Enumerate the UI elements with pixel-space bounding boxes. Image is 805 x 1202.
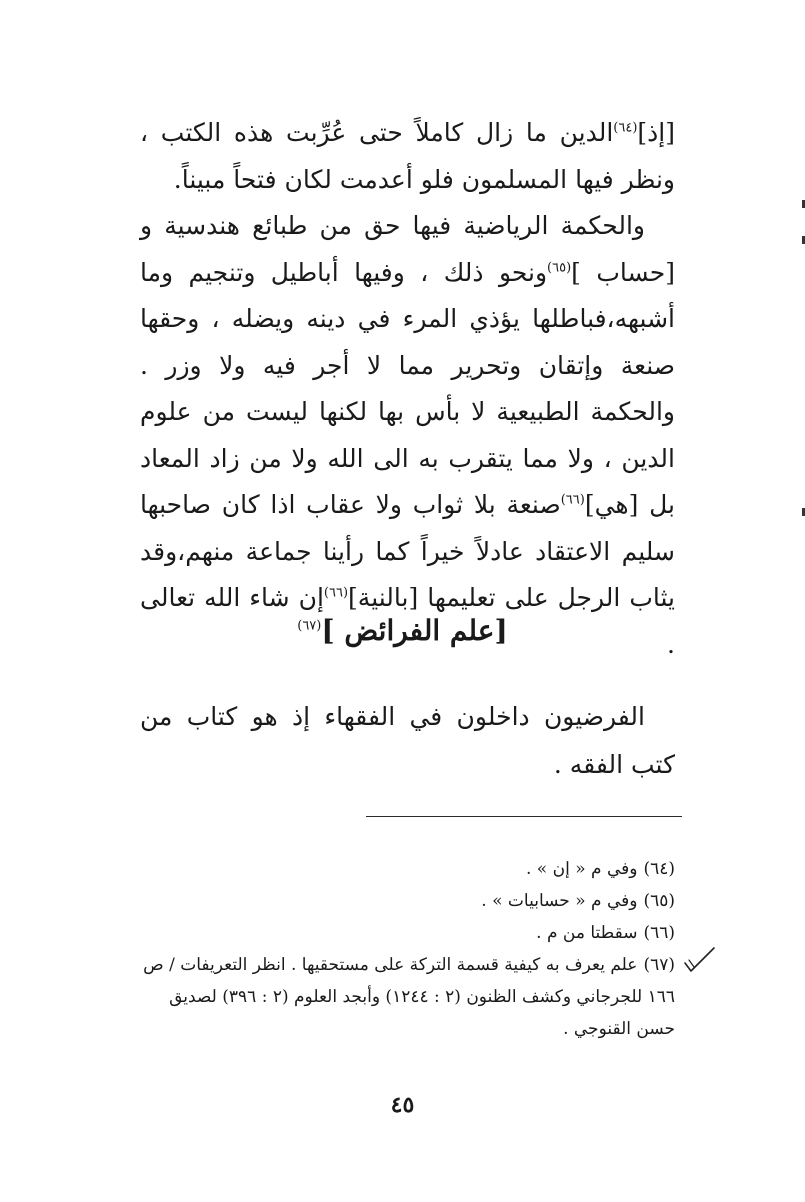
- section-body: [140, 693, 675, 789]
- paragraph-2: [140, 203, 675, 668]
- paragraph-2-seg-4: إن شاء الله تعالى .: [140, 583, 675, 659]
- handwritten-tick-mark-icon: [683, 945, 717, 975]
- footnote-number: (٦٤): [643, 859, 675, 879]
- section-title: [علم الفرائض ]: [321, 614, 508, 647]
- footnote-ref-65: (٦٥): [547, 260, 572, 276]
- footnote-number: (٦٦): [643, 923, 675, 943]
- paragraph-1: [140, 110, 675, 203]
- footnote-text: وفي م « حسابيات » .: [481, 891, 638, 911]
- footnote-text: سقطتا من م .: [536, 923, 638, 943]
- footnote-64: [140, 853, 675, 885]
- footnote-ref-66-a: (٦٦): [560, 492, 585, 508]
- footnote-67: [140, 949, 675, 1045]
- footnotes: [140, 853, 675, 1045]
- section-paragraph: الفرضيون داخلون في الفقهاء إذ هو كتاب من كتب الفقه .: [140, 702, 675, 779]
- main-text: [140, 110, 675, 668]
- footnote-text: وفي م « إن » .: [525, 859, 638, 879]
- footnote-ref-66-b: (٦٦): [323, 585, 349, 601]
- section-heading: [0, 606, 805, 656]
- page-number: ٤٥: [390, 1092, 415, 1118]
- footnote-66: [140, 917, 675, 949]
- footnote-number: (٦٥): [643, 891, 675, 911]
- paragraph-2-seg-2: ونحو ذلك ، وفيها أباطيل وتنجيم وما أشبهه،فباطلها يؤذي المرء في دينه ويضله ، وحقها صنعة وإتقان وتحرير مما لا أجر فيه ولا وزر . والحكمة الطبيعية لا بأس بها لكنها ليست من علوم الدين ، ولا مما يتقرب به الى الله ولا من زاد المعاد بل [هي]: [140, 257, 675, 519]
- bracketed-word: [إذ]: [637, 118, 675, 147]
- footnote-ref-67: (٦٧): [297, 618, 322, 634]
- footnote-separator: [366, 816, 682, 817]
- paragraph-1-text: الدين ما زال كاملاً حتى عُرِّبت هذه الكتب ، ونظر فيها المسلمون فلو أعدمت لكان فتحاً مبيناً.: [140, 118, 675, 194]
- paragraph-2-seg-1: والحكمة الرياضية فيها حق من طبائع هندسية و [حساب ]: [140, 211, 675, 287]
- footnote-number: (٦٧): [643, 955, 675, 975]
- footnote-text: علم يعرف به كيفية قسمة التركة على مستحقيها . انظر التعريفات / ص ١٦٦ للجرجاني وكشف الظنون (٢ : ١٢٤٤) وأبجد العلوم (٢ : ٣٩٦) لصديق حسن القنوجي .: [143, 955, 675, 1039]
- footnote-65: [140, 885, 675, 917]
- paragraph-2-seg-3: صنعة بلا ثواب ولا عقاب اذا كان صاحبها سليم الاعتقاد عادلاً خيراً كما رأينا جماعة منهم،وقد يثاب الرجل على تعليمها [بالنية]: [140, 490, 675, 612]
- footnote-ref-64: (٦٤): [613, 120, 638, 136]
